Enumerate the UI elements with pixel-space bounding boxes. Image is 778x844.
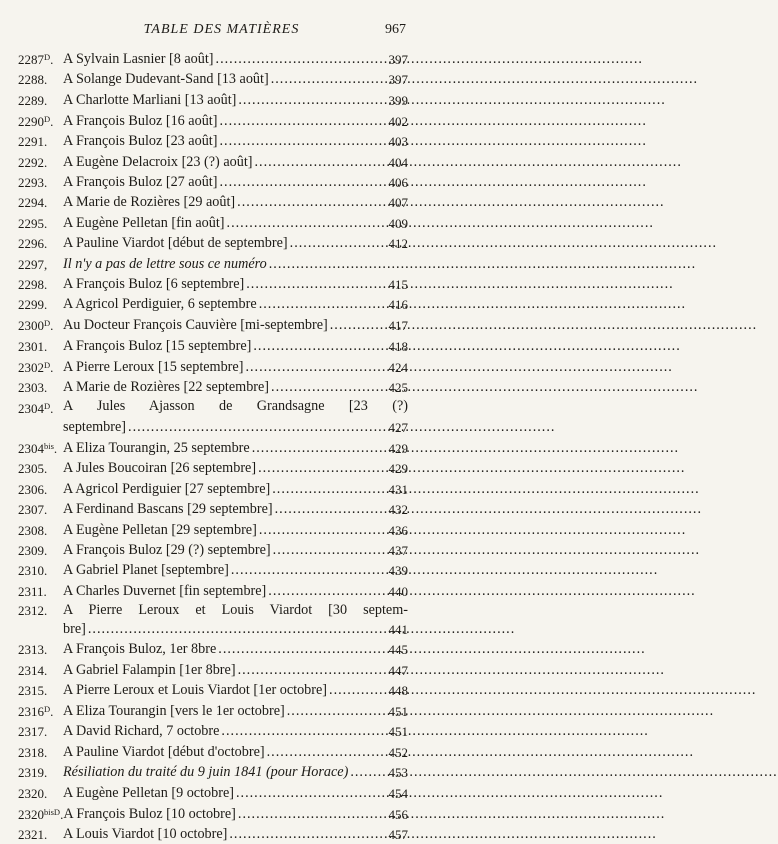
entry-number: 2309. bbox=[18, 543, 48, 559]
entry-title: A Marie de Rozières [29 août] bbox=[63, 194, 236, 211]
entry-title: A Eugène Pelletan [29 septembre] bbox=[63, 521, 257, 538]
toc-entry bbox=[18, 69, 408, 89]
dot-leader bbox=[126, 418, 378, 437]
toc-entry bbox=[18, 680, 408, 700]
entry-number: $2302^D$. bbox=[18, 359, 54, 375]
dot-leader bbox=[86, 620, 378, 639]
entry-page: 425 bbox=[388, 380, 408, 396]
entry-number-suffix: D bbox=[44, 703, 51, 714]
entry-number: 2303. bbox=[18, 380, 48, 396]
entry-page: 451 bbox=[388, 703, 408, 719]
entry-title: A François Buloz [23 août] bbox=[63, 133, 218, 150]
entry-title: A Charles Duvernet [fin septembre] bbox=[63, 582, 267, 599]
entry-number: 2320. bbox=[18, 785, 48, 801]
page-number: 967 bbox=[385, 22, 406, 37]
entry-title: A Sylvain Lasnier [8 août] bbox=[63, 51, 214, 67]
entry-title: A Gabriel Planet [septembre] bbox=[63, 562, 229, 579]
toc-entry bbox=[18, 540, 408, 560]
entry-page: 448 bbox=[388, 682, 408, 698]
dot-leader bbox=[257, 295, 378, 314]
entry-title: A Louis Viardot [10 octobre] bbox=[63, 825, 228, 842]
entry-number: 2297, bbox=[18, 256, 48, 272]
entry-number: 2310. bbox=[18, 563, 48, 579]
entry-title: A Marie de Rozières [22 septembre] bbox=[63, 379, 270, 396]
entry-number: $2304^{bis}$. bbox=[18, 441, 58, 457]
entry-title: A Jules Ajasson de Grandsagne [23 (?) bbox=[63, 398, 408, 415]
dot-leader bbox=[227, 825, 378, 844]
toc-entry bbox=[18, 659, 408, 679]
dot-leader bbox=[328, 316, 378, 335]
toc-entry bbox=[18, 499, 408, 519]
entry-page: 445 bbox=[388, 642, 408, 658]
entry-number: 2293. bbox=[18, 174, 48, 190]
toc-entry bbox=[18, 274, 408, 294]
toc-entry bbox=[18, 803, 408, 824]
dot-leader bbox=[348, 763, 378, 782]
entry-number: $2287^D$. bbox=[18, 52, 54, 67]
entry-title: A Agricol Perdiguier, 6 septembre bbox=[63, 296, 257, 313]
entry-page: 437 bbox=[388, 543, 408, 559]
entry-page: 441 bbox=[388, 621, 408, 637]
toc-entry bbox=[18, 824, 408, 844]
entry-page: 415 bbox=[388, 276, 408, 292]
entry-title: A Pierre Leroux et Louis Viardot [1er octobre] bbox=[63, 681, 328, 698]
entry-page: 453 bbox=[388, 765, 408, 781]
dot-leader bbox=[269, 378, 378, 397]
entry-title: A Eugène Delacroix [23 (?) août] bbox=[63, 153, 253, 170]
entry-number: 2305. bbox=[18, 461, 48, 477]
entry-number: 2289. bbox=[18, 92, 48, 108]
toc-entry bbox=[18, 377, 408, 397]
entry-number-suffix: D bbox=[44, 113, 51, 124]
entry-title: A Pauline Viardot [début de septembre] bbox=[63, 235, 288, 252]
entry-number: 2296. bbox=[18, 236, 48, 252]
entry-number: 2321. bbox=[18, 826, 48, 842]
entry-title: A Eliza Tourangin [vers le 1er octobre] bbox=[63, 702, 285, 719]
toc-entry bbox=[18, 48, 408, 69]
dot-leader bbox=[243, 358, 378, 377]
entry-title: A François Buloz [29 (?) septembre] bbox=[63, 542, 271, 559]
entry-page: 451 bbox=[388, 724, 408, 740]
dot-leader bbox=[244, 275, 378, 294]
entry-number: 2292. bbox=[18, 154, 48, 170]
entry-number: 2313. bbox=[18, 642, 48, 658]
toc-entry bbox=[18, 580, 408, 600]
entry-page: 417 bbox=[388, 318, 408, 334]
dot-leader bbox=[235, 193, 378, 212]
toc-entry bbox=[18, 253, 408, 273]
entry-title: Au Docteur François Cauvière [mi-septembre] bbox=[63, 317, 328, 334]
dot-leader bbox=[266, 582, 378, 601]
entry-title: A François Buloz [15 septembre] bbox=[63, 337, 252, 354]
entry-title: A François Buloz [16 août] bbox=[63, 112, 218, 129]
entry-page: 454 bbox=[388, 785, 408, 801]
toc-entry bbox=[18, 762, 408, 782]
entry-page: 424 bbox=[388, 359, 408, 375]
toc-entry bbox=[18, 131, 408, 151]
dot-leader bbox=[217, 173, 378, 192]
entry-number: $2290^D$. bbox=[18, 113, 54, 129]
dot-leader bbox=[270, 480, 378, 499]
entry-title: A Pierre Leroux et Louis Viardot [30 septem- bbox=[63, 601, 408, 618]
toc-entry bbox=[18, 721, 408, 741]
dot-leader bbox=[251, 337, 378, 356]
entry-number: 2298. bbox=[18, 276, 48, 292]
entry-number-suffix: bis bbox=[44, 441, 54, 452]
running-title: TABLE DES MATIÈRES bbox=[143, 22, 300, 37]
dot-leader bbox=[236, 91, 378, 110]
toc-entry bbox=[18, 294, 408, 314]
entry-title: Il n'y a pas de lettre sous ce numéro bbox=[63, 255, 267, 272]
entry-title: A François Buloz [27 août] bbox=[63, 173, 218, 190]
dot-leader bbox=[250, 439, 378, 458]
entry-page: 399 bbox=[388, 92, 408, 108]
entry-page: 429 bbox=[388, 441, 408, 457]
entry-title: A Eugène Pelletan [9 octobre] bbox=[63, 784, 234, 801]
entry-number: 2317. bbox=[18, 724, 48, 740]
toc-entry bbox=[18, 700, 408, 721]
entry-number: 2308. bbox=[18, 522, 48, 538]
entry-title: A François Buloz [6 septembre] bbox=[63, 275, 245, 292]
entry-number: $2316^D$. bbox=[18, 703, 54, 719]
entry-number-suffix: bisD bbox=[44, 806, 61, 817]
toc-entry bbox=[18, 356, 408, 377]
entry-number: 2294. bbox=[18, 195, 48, 211]
entry-page: 404 bbox=[388, 154, 408, 170]
entry-title: A François Buloz [10 octobre] bbox=[63, 805, 236, 822]
entry-title: A Ferdinand Bascans [29 septembre] bbox=[63, 501, 273, 518]
entry-page: 407 bbox=[388, 195, 408, 211]
entry-title: Résiliation du traité du 9 juin 1841 (pour Horace) bbox=[63, 764, 349, 781]
entry-number: $2320^{bisD}$. bbox=[18, 806, 64, 822]
dot-leader bbox=[236, 805, 378, 824]
dot-leader bbox=[214, 50, 378, 69]
toc-entry bbox=[18, 335, 408, 355]
entry-number-suffix: D bbox=[44, 359, 51, 370]
toc-entry bbox=[18, 212, 408, 232]
entry-number: 2299. bbox=[18, 297, 48, 313]
entry-page: 409 bbox=[388, 215, 408, 231]
entry-number: 2306. bbox=[18, 481, 48, 497]
entry-title: A Jules Boucoiran [26 septembre] bbox=[63, 460, 257, 477]
entry-number: 2288. bbox=[18, 72, 48, 88]
toc-entry bbox=[18, 89, 408, 109]
toc-entry bbox=[18, 741, 408, 761]
entry-title: A Solange Dudevant-Sand [13 août] bbox=[63, 71, 269, 88]
entry-title: A François Buloz, 1er 8bre bbox=[63, 641, 217, 658]
entry-page: 452 bbox=[388, 744, 408, 760]
dot-leader bbox=[273, 500, 378, 519]
entry-number: $2304^D$. bbox=[18, 401, 54, 417]
toc-entry bbox=[18, 192, 408, 212]
entry-number: 2311. bbox=[18, 583, 47, 599]
dot-leader bbox=[271, 541, 378, 560]
toc-entry bbox=[18, 397, 408, 437]
toc-entry bbox=[18, 437, 408, 458]
entry-number: 2318. bbox=[18, 744, 48, 760]
dot-leader bbox=[217, 112, 378, 131]
entry-title: A Pauline Viardot [début d'octobre] bbox=[63, 743, 265, 760]
entry-page: 457 bbox=[388, 826, 408, 842]
entry-title: A Charlotte Marliani [13 août] bbox=[63, 91, 237, 108]
entry-page: 439 bbox=[388, 563, 408, 579]
toc-entry bbox=[18, 560, 408, 580]
entry-number-suffix: D bbox=[44, 318, 51, 329]
running-head bbox=[18, 22, 408, 46]
entry-number-suffix: D bbox=[44, 401, 51, 412]
dot-leader bbox=[217, 132, 378, 151]
entry-number: 2307. bbox=[18, 502, 48, 518]
entry-number: 2291. bbox=[18, 134, 48, 150]
entry-number: $2300^D$. bbox=[18, 318, 54, 334]
dot-leader bbox=[256, 459, 378, 478]
entry-page: 402 bbox=[388, 113, 408, 129]
entry-page: 436 bbox=[388, 522, 408, 538]
dot-leader bbox=[288, 234, 378, 253]
entry-page: 403 bbox=[388, 134, 408, 150]
toc-entry bbox=[18, 458, 408, 478]
dot-leader bbox=[285, 702, 378, 721]
toc-entry bbox=[18, 639, 408, 659]
entry-title-continued: septembre] bbox=[63, 419, 127, 436]
toc-entry bbox=[18, 110, 408, 131]
dot-leader bbox=[267, 255, 378, 274]
entry-title: A David Richard, 7 octobre bbox=[63, 723, 220, 740]
toc-entry bbox=[18, 782, 408, 802]
entry-page: 412 bbox=[388, 236, 408, 252]
entry-page: 397 bbox=[388, 52, 408, 67]
entry-number: 2295. bbox=[18, 215, 48, 231]
toc-entry bbox=[18, 151, 408, 171]
dot-leader bbox=[252, 153, 378, 172]
entry-page: 406 bbox=[388, 174, 408, 190]
entry-number-suffix: D bbox=[44, 52, 51, 62]
dot-leader bbox=[234, 784, 378, 803]
dot-leader bbox=[219, 722, 378, 741]
entry-page: 397 bbox=[388, 72, 408, 88]
toc-entry bbox=[18, 233, 408, 253]
entry-page: 431 bbox=[388, 481, 408, 497]
entry-page: 427 bbox=[388, 420, 408, 436]
toc-entry bbox=[18, 519, 408, 539]
entry-page: 429 bbox=[388, 461, 408, 477]
entry-number: 2314. bbox=[18, 662, 48, 678]
entry-title: A Eugène Pelletan [fin août] bbox=[63, 214, 225, 231]
entry-page: 416 bbox=[388, 297, 408, 313]
toc-entry bbox=[18, 601, 408, 639]
dot-leader bbox=[229, 561, 378, 580]
table-of-contents bbox=[18, 48, 408, 844]
entry-title: A Agricol Perdiguier [27 septembre] bbox=[63, 480, 271, 497]
entry-title: A Pierre Leroux [15 septembre] bbox=[63, 358, 244, 375]
dot-leader bbox=[236, 661, 378, 680]
toc-entry bbox=[18, 314, 408, 335]
dot-leader bbox=[269, 70, 378, 89]
dot-leader bbox=[257, 521, 378, 540]
entry-page: 418 bbox=[388, 338, 408, 354]
entry-page: 456 bbox=[388, 806, 408, 822]
entry-title: A Gabriel Falampin [1er 8bre] bbox=[63, 661, 236, 678]
entry-page: 440 bbox=[388, 583, 408, 599]
entry-title: A Eliza Tourangin, 25 septembre bbox=[63, 440, 250, 457]
dot-leader bbox=[225, 214, 378, 233]
toc-entry bbox=[18, 478, 408, 498]
toc-entry bbox=[18, 172, 408, 192]
entry-number: 2312. bbox=[18, 602, 48, 618]
entry-number: 2315. bbox=[18, 682, 48, 698]
entry-page: 432 bbox=[388, 502, 408, 518]
dot-leader bbox=[327, 681, 378, 700]
dot-leader bbox=[216, 640, 378, 659]
entry-number: 2319. bbox=[18, 765, 48, 781]
entry-title-continued: bre] bbox=[63, 620, 86, 637]
entry-number: 2301. bbox=[18, 338, 48, 354]
entry-page: 447 bbox=[388, 662, 408, 678]
dot-leader bbox=[265, 743, 378, 762]
